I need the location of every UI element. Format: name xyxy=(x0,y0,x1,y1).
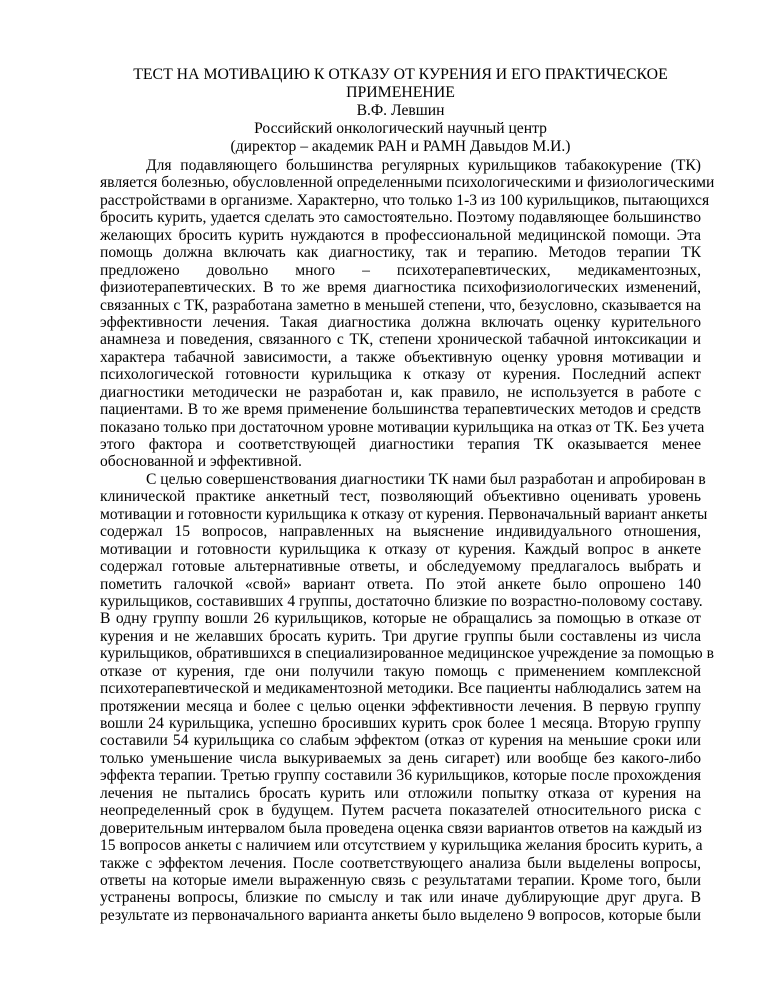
document-page xyxy=(100,66,715,924)
paragraph-line: является болезнью, обусловленной определенными психологическими и физиологическими xyxy=(100,174,715,192)
paragraph-1 xyxy=(100,157,715,471)
paragraph-line: С целью совершенствования диагностики ТК нами был разработан и апробирован в xyxy=(146,470,706,488)
paragraph-line: также с эффектом лечения. После соответствующего анализа были выделены вопросы, xyxy=(100,854,701,872)
paragraph-line: 15 вопросов анкеты с наличием или отсутствием у курильщика желания бросить курить, а xyxy=(100,837,703,855)
paragraph-line: протяжении месяца и более с целью оценки эффективности лечения. В первую группу xyxy=(100,697,701,715)
affiliation-director: (директор – академик РАН и РАМН Давыдов М.И.) xyxy=(230,138,571,155)
paragraph-line: ответы на которые имели выраженную связь с результатами терапии. Кроме того, были xyxy=(100,871,701,889)
document-title-line-1: ТЕСТ НА МОТИВАЦИЮ К ОТКАЗУ ОТ КУРЕНИЯ И ЕГО ПРАКТИЧЕСКОЕ xyxy=(133,66,668,83)
paragraph-line: обоснованной и эффективной. xyxy=(100,453,302,471)
author-name: В.Ф. Левшин xyxy=(356,102,445,119)
paragraph-line: предложено довольно много – психотерапевтических, медикаментозных, xyxy=(100,261,701,279)
paragraph-line: характера табачной зависимости, а также объективную оценку уровня мотивации и xyxy=(100,348,701,366)
paragraph-line: составили 54 курильщика со слабым эффектом (отказ от курения на меньшие сроки или xyxy=(100,732,701,750)
paragraph-line: психотерапевтической и медикаментозной методики. Все пациенты наблюдались затем на xyxy=(100,680,701,698)
document-header xyxy=(100,66,701,156)
paragraph-line: клинической практике анкетный тест, позволяющий объективно оценивать уровень xyxy=(100,488,701,506)
paragraph-line: отказе от курения, где они получили такую помощь с применением комплексной xyxy=(100,662,701,680)
paragraph-line: содержал 15 вопросов, направленных на выяснение индивидуального отношения, xyxy=(100,523,701,541)
paragraph-line: курильщиков, составивших 4 группы, достаточно близкие по возрастно-половому составу. xyxy=(100,592,703,610)
document-title-line-2: ПРИМЕНЕНИЕ xyxy=(346,84,455,101)
paragraph-line: В одну группу вошли 26 курильщиков, которые не обращались за помощью в отказе от xyxy=(100,610,701,628)
paragraph-line: желающих бросить курить нуждаются в профессиональной медицинской помощи. Эта xyxy=(100,226,701,244)
paragraph-line: психологической готовности курильщика к отказу от курения. Последний аспект xyxy=(100,366,701,384)
paragraph-line: лечения не пытались бросать курить или отложили попытку отказа от курения на xyxy=(100,784,701,802)
paragraph-line: диагностики методически не разработан и, как правило, не используется в работе с xyxy=(100,383,701,401)
paragraph-line: пациентами. В то же время применение большинства терапевтических методов и средств xyxy=(100,401,701,419)
paragraph-line: помощь должна включать как диагностику, так и терапию. Методов терапии ТК xyxy=(100,244,701,262)
paragraph-line: этого фактора и соответствующей диагностики терапия ТК оказывается менее xyxy=(100,436,701,453)
paragraph-line: вошли 24 курильщика, успешно бросивших курить срок более 1 месяца. Вторую группу xyxy=(100,715,701,732)
paragraph-line: связанных с ТК, разработана заметно в меньшей степени, что, безусловно, сказывается на xyxy=(100,296,701,314)
paragraph-line: пометить галочкой «свой» вариант ответа. По этой анкете было опрошено 140 xyxy=(100,575,701,593)
paragraph-line: мотивации и готовности курильщика к отказу от курения. Каждый вопрос в анкете xyxy=(100,540,701,558)
paragraph-line: курильщиков, обратившихся в специализированное медицинское учреждение за помощью в xyxy=(100,645,714,663)
paragraph-line: неопределенный срок в будущем. Путем расчета показателей относительного риска с xyxy=(100,802,701,820)
paragraph-line: бросить курить, удается сделать это самостоятельно. Поэтому подавляющее большинство xyxy=(100,209,701,227)
paragraph-line: результате из первоначального варианта анкеты было выделено 9 вопросов, которые были xyxy=(100,906,701,924)
paragraph-line: физиотерапевтических. В то же время диагностика психофизиологических изменений, xyxy=(100,279,701,297)
paragraph-line: показано только при достаточном уровне мотивации курильщика на отказ от ТК. Без учета xyxy=(100,418,705,436)
paragraph-line: курения и не желавших бросать курить. Три другие группы были составлены из числа xyxy=(100,627,701,645)
author-affiliation: Российский онкологический научный центр xyxy=(254,120,547,137)
paragraph-line: Для подавляющего большинства регулярных курильщиков табакокурение (ТК) xyxy=(146,157,701,174)
paragraph-line: доверительным интервалом была проведена оценка связи вариантов ответов на каждый из xyxy=(100,819,702,837)
paragraph-line: эффективности лечения. Такая диагностика должна включать оценку курительного xyxy=(100,313,701,331)
paragraph-line: только уменьшение числа выкуриваемых за день сигарет) или вообще без какого-либо xyxy=(100,749,701,767)
paragraph-line: устранены вопросы, близкие по смыслу и так или иначе дублирующие друг друга. В xyxy=(100,889,701,907)
paragraph-line: расстройствами в организме. Характерно, что только 1-3 из 100 курильщиков, пытающихся xyxy=(100,191,710,209)
paragraph-line: содержал готовые альтернативные ответы, и обследуемому предлагалось выбрать и xyxy=(100,558,701,576)
paragraph-2 xyxy=(100,470,714,924)
paragraph-line: анамнеза и поведения, связанного с ТК, степени хронической табачной интоксикации и xyxy=(100,331,701,349)
paragraph-line: эффекта терапии. Третью группу составили 36 курильщиков, которые после прохождения xyxy=(100,767,701,785)
paragraph-line: мотивации и готовности курильщика к отказу от курения. Первоначальный вариант анкеты xyxy=(100,505,708,523)
